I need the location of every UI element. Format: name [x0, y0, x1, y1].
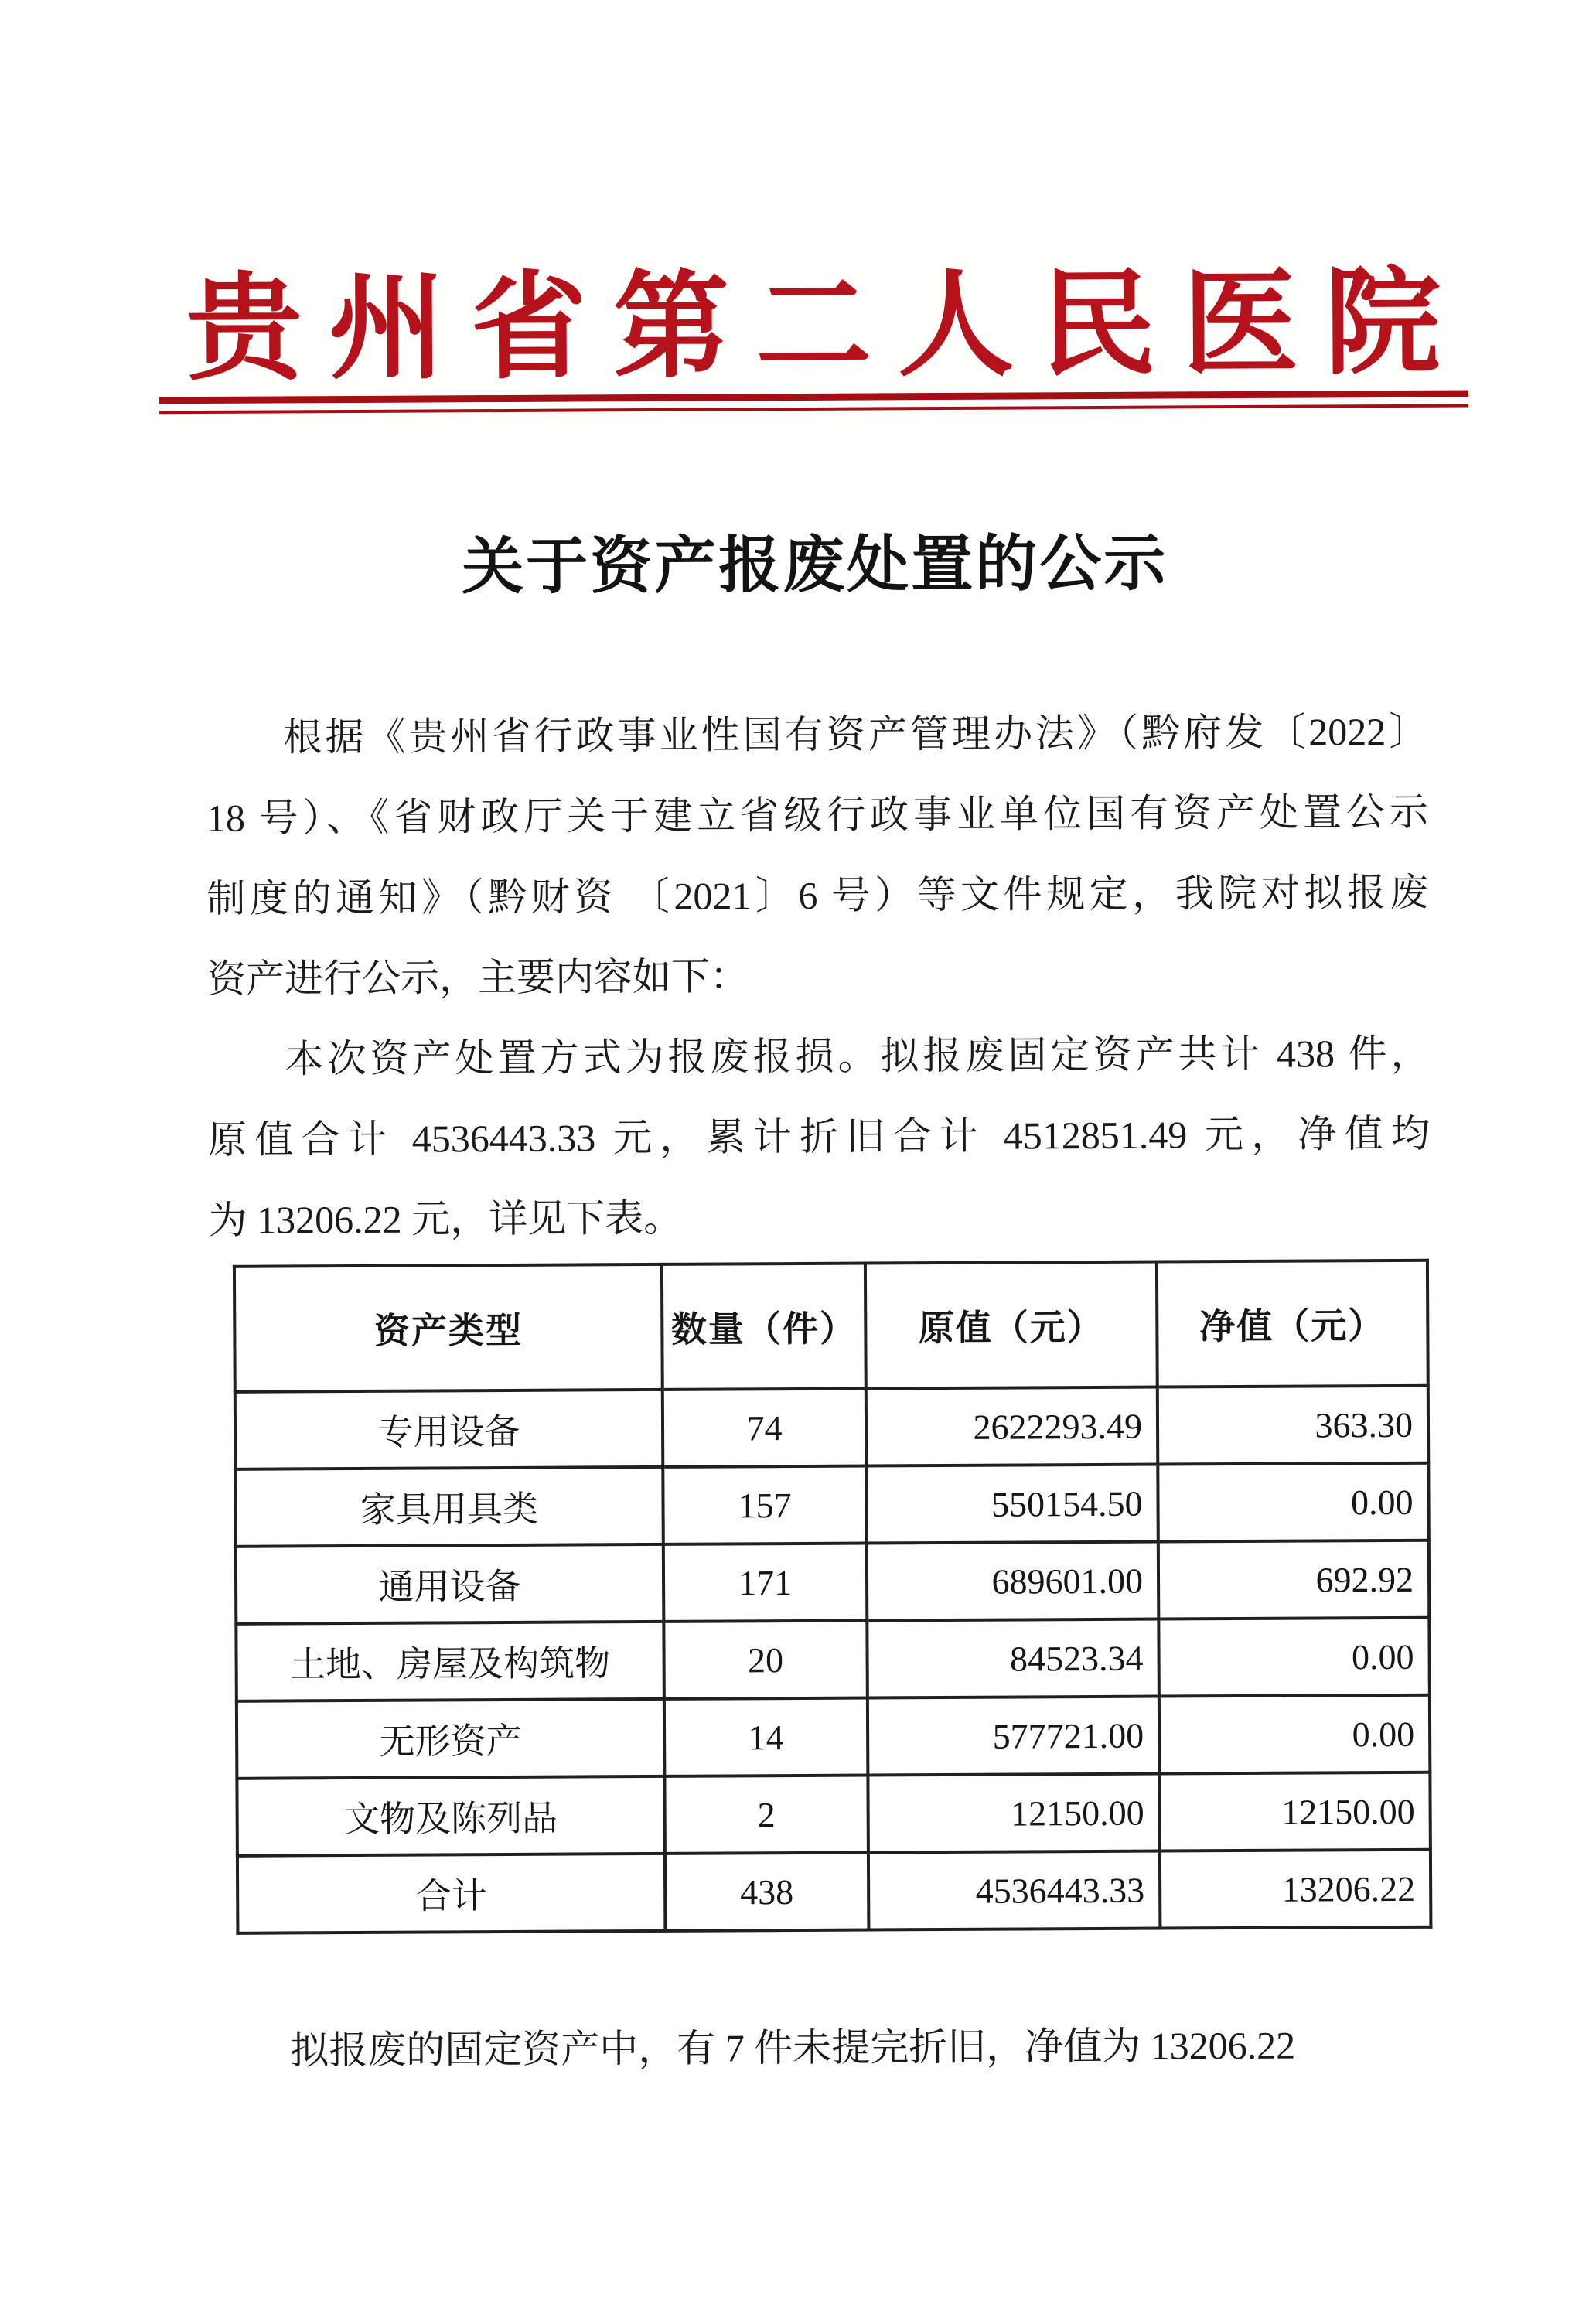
cell-quantity: 438 — [665, 1853, 869, 1931]
cell-asset-type: 文物及陈列品 — [237, 1776, 665, 1856]
doc-title: 关于资产报废处置的公示 — [461, 530, 1168, 602]
cell-quantity: 171 — [663, 1544, 868, 1622]
cell-net-value: 12150.00 — [1159, 1772, 1431, 1851]
paragraph-line: 制度的通知》（黔财资 〔2021〕6 号）等文件规定，我院对拟报废 — [206, 870, 1429, 920]
paragraph-line: 18 号）、《省财政厅关于建立省级行政事业单位国有资产处置公示 — [206, 790, 1429, 840]
table-header-row — [234, 1261, 1428, 1392]
table-row — [237, 1695, 1431, 1779]
table-row — [235, 1463, 1429, 1547]
cell-quantity: 74 — [663, 1389, 867, 1467]
letterhead-title: 贵州省第二人民医院 — [186, 259, 1468, 395]
cell-asset-type: 通用设备 — [236, 1544, 664, 1624]
cell-asset-type: 家具用具类 — [235, 1467, 663, 1547]
paragraph-line: 本次资产处置方式为报废报损。拟报废固定资产共计 438 件， — [285, 1031, 1430, 1081]
table-row — [237, 1772, 1431, 1856]
asset-table — [233, 1259, 1433, 1935]
paragraph-line: 资产进行公示，主要内容如下： — [206, 954, 749, 1001]
cell-net-value: 0.00 — [1159, 1695, 1431, 1774]
cell-quantity: 2 — [664, 1776, 868, 1854]
closing-note: 拟报废的固定资产中，有 7 件未提完折旧，净值为 13206.22 — [290, 2023, 1296, 2073]
cell-asset-type: 合计 — [237, 1854, 666, 1933]
cell-net-value: 13206.22 — [1160, 1850, 1431, 1929]
cell-net-value: 0.00 — [1158, 1618, 1430, 1697]
table-row — [235, 1386, 1429, 1469]
cell-net-value: 0.00 — [1158, 1463, 1429, 1542]
cell-asset-type: 专用设备 — [235, 1390, 663, 1469]
cell-original-value: 577721.00 — [868, 1697, 1160, 1776]
table-row — [236, 1540, 1430, 1624]
table-row-total — [237, 1850, 1431, 1933]
table-row — [236, 1618, 1430, 1701]
cell-quantity: 20 — [663, 1621, 868, 1699]
paragraph-line: 原值合计 4536443.33 元，累计折旧合计 4512851.49 元，净值均 — [207, 1111, 1431, 1162]
table-header-original-value: 原值（元） — [865, 1262, 1158, 1389]
table-header-quantity: 数量（件） — [662, 1264, 866, 1390]
letterhead-rule-thin — [159, 404, 1468, 414]
body-text — [206, 691, 1431, 1261]
paragraph-line: 根据《贵州省行政事业性国有资产管理办法》（黔府发〔2022〕 — [283, 709, 1428, 759]
cell-original-value: 550154.50 — [866, 1465, 1158, 1544]
cell-net-value: 363.30 — [1158, 1386, 1429, 1465]
cell-quantity: 14 — [664, 1698, 868, 1776]
cell-original-value: 2622293.49 — [866, 1387, 1158, 1466]
cell-original-value: 12150.00 — [868, 1774, 1160, 1853]
cell-quantity: 157 — [663, 1466, 867, 1544]
cell-asset-type: 无形资产 — [237, 1699, 665, 1779]
cell-original-value: 4536443.33 — [868, 1851, 1161, 1930]
cell-asset-type: 土地、房屋及构筑物 — [236, 1622, 664, 1701]
cell-original-value: 689601.00 — [867, 1542, 1159, 1621]
table-header-net-value: 净值（元） — [1157, 1261, 1428, 1387]
cell-original-value: 84523.34 — [867, 1619, 1159, 1698]
paragraph-line: 为 13206.22 元，详见下表。 — [208, 1196, 683, 1242]
cell-net-value: 692.92 — [1158, 1540, 1430, 1619]
table-header-asset-type: 资产类型 — [234, 1264, 663, 1392]
